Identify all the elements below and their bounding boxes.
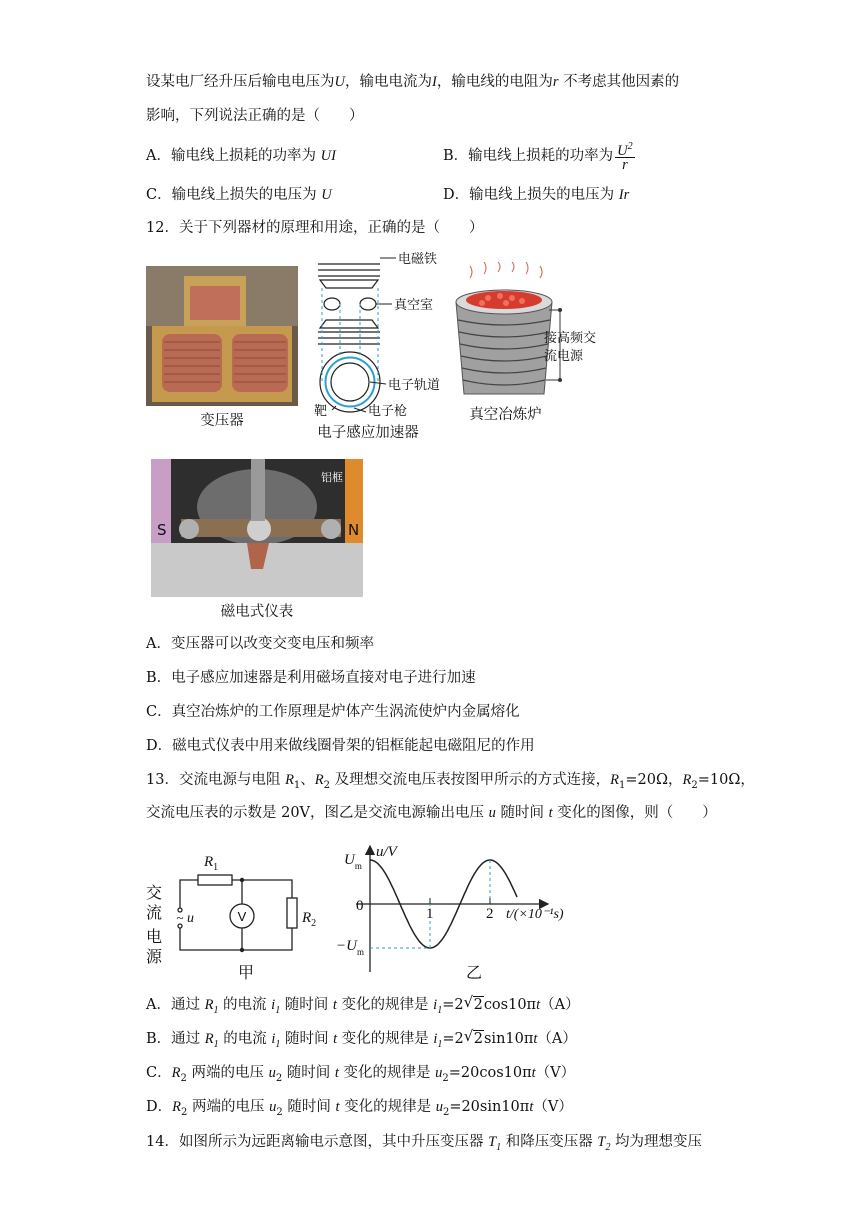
q13-stem-line1: 13．交流电源与电阻 $R_1$、$R_2$ 及理想交流电压表按图甲所示的方式连接，$R_1=20\Omega$，$R_2=10\Omega$， <box>146 772 755 791</box>
furnace-caption: 真空冶炼炉 <box>469 407 542 423</box>
transformer-caption: 变压器 <box>200 413 244 429</box>
circuit-caption: 甲 <box>238 963 255 982</box>
q12-option-a: A．变压器可以改变交变电压和频率 <box>146 636 374 652</box>
vacuum-furnace-diagram <box>448 262 618 398</box>
q11-option-b: B．输电线上损耗的功率为 $\frac{U^2}{r}$ <box>443 140 633 174</box>
q12-option-c: C．真空冶炼炉的工作原理是炉体产生涡流使炉内金属熔化 <box>146 704 520 720</box>
graph-tick-2: 2 <box>486 906 494 922</box>
accelerator-label-target: 靶 <box>314 404 328 419</box>
graph-negUm-label: $-U_m$ <box>336 938 364 957</box>
graph-tick-1: 1 <box>426 906 434 922</box>
q13-option-b: B．通过 $R_1$ 的电流 $i_1$ 随时间 t 变化的规律是 $i_1=2√$ 2sin10πt（A） <box>146 1029 577 1055</box>
q11-stem-line2: 影响，下列说法正确的是（ ） <box>146 108 364 124</box>
q11-option-d: D．输电线上损失的电压为 Ir <box>443 187 630 203</box>
accelerator-label-vacuum: 真空室 <box>394 298 434 313</box>
circuit-R1-label: $R_1$ <box>204 854 219 873</box>
accelerator-label-gun: 电子枪 <box>368 404 408 419</box>
graph-Um-label: $U_m$ <box>344 852 362 871</box>
meter-caption: 磁电式仪表 <box>220 604 294 620</box>
graph-xlabel: t/(×10⁻¹s) <box>506 907 564 922</box>
circuit-u-label: u <box>187 911 194 926</box>
graph-ylabel: u/V <box>376 844 397 860</box>
q12-option-d: D．磁电式仪表中用来做线圈骨架的铝框能起电磁阻尼的作用 <box>146 738 535 754</box>
furnace-label-line1: 接高频交 <box>544 331 597 346</box>
q12-stem: 12．关于下列器材的原理和用途，正确的是（ ） <box>146 220 484 236</box>
meter-label-frame: 铝框 <box>321 471 343 484</box>
q11-option-c: C．输电线上损失的电压为 U <box>146 187 332 203</box>
electron-accelerator-diagram <box>300 248 450 420</box>
circuit-source-label <box>146 883 163 966</box>
furnace-label-line2: 流电源 <box>544 349 584 364</box>
voltage-time-graph <box>336 836 586 986</box>
meter-label-N: N <box>348 521 360 539</box>
q13-option-c: C．$R_2$ 两端的电压 $u_2$ 随时间 t 变化的规律是 $u_2=20\cos 10\pi t(V)$ <box>146 1065 576 1084</box>
q11-stem-line1: 设某电厂经升压后输电电压为U，输电电流为I，输电线的电阻为r 不考虑其他因素的 <box>146 74 680 90</box>
accelerator-label-orbit: 电子轨道 <box>388 378 441 393</box>
fraction-u2-over-r: $\frac{U^2}{r}$ <box>617 140 633 174</box>
svg-text:交: 交 <box>146 883 163 902</box>
q13-option-a: A．通过 $R_1$ 的电流 $i_1$ 随时间 t 变化的规律是 $i_1=2√$ 2cos10πt（A） <box>146 995 580 1021</box>
svg-text:源: 源 <box>146 947 163 966</box>
meter-label-S: S <box>157 521 167 539</box>
svg-text:电: 电 <box>146 927 163 946</box>
q11-option-a: A．输电线上损耗的功率为 UI <box>146 148 336 164</box>
circuit-tilde: ~ <box>176 910 184 925</box>
q13-option-d: D．$R_2$ 两端的电压 $u_2$ 随时间 t 变化的规律是 $u_2=20\sin 10\pi t(V)$ <box>146 1099 573 1118</box>
circuit-R2-label: $R_2$ <box>302 910 317 929</box>
q13-stem-line2: 交流电压表的示数是 20V，图乙是交流电源输出电压 u 随时间 t 变化的图像，则（ ） <box>146 805 717 821</box>
accelerator-label-magnet: 电磁铁 <box>398 252 438 267</box>
graph-caption: 乙 <box>466 963 483 982</box>
q12-option-b: B．电子感应加速器是利用磁场直接对电子进行加速 <box>146 670 476 686</box>
circuit-diagram <box>146 846 326 986</box>
moving-coil-meter-photo <box>151 459 363 597</box>
accelerator-caption: 电子感应加速器 <box>317 425 419 441</box>
voltmeter-V: V <box>237 909 247 924</box>
svg-text:流: 流 <box>146 903 163 922</box>
transformer-photo <box>146 266 298 406</box>
graph-zero-label: 0 <box>356 898 364 914</box>
q14-stem: 14．如图所示为远距离输电示意图，其中升压变压器 $T_1$ 和降压变压器 $T_2$ 均为理想变压 <box>146 1134 703 1153</box>
